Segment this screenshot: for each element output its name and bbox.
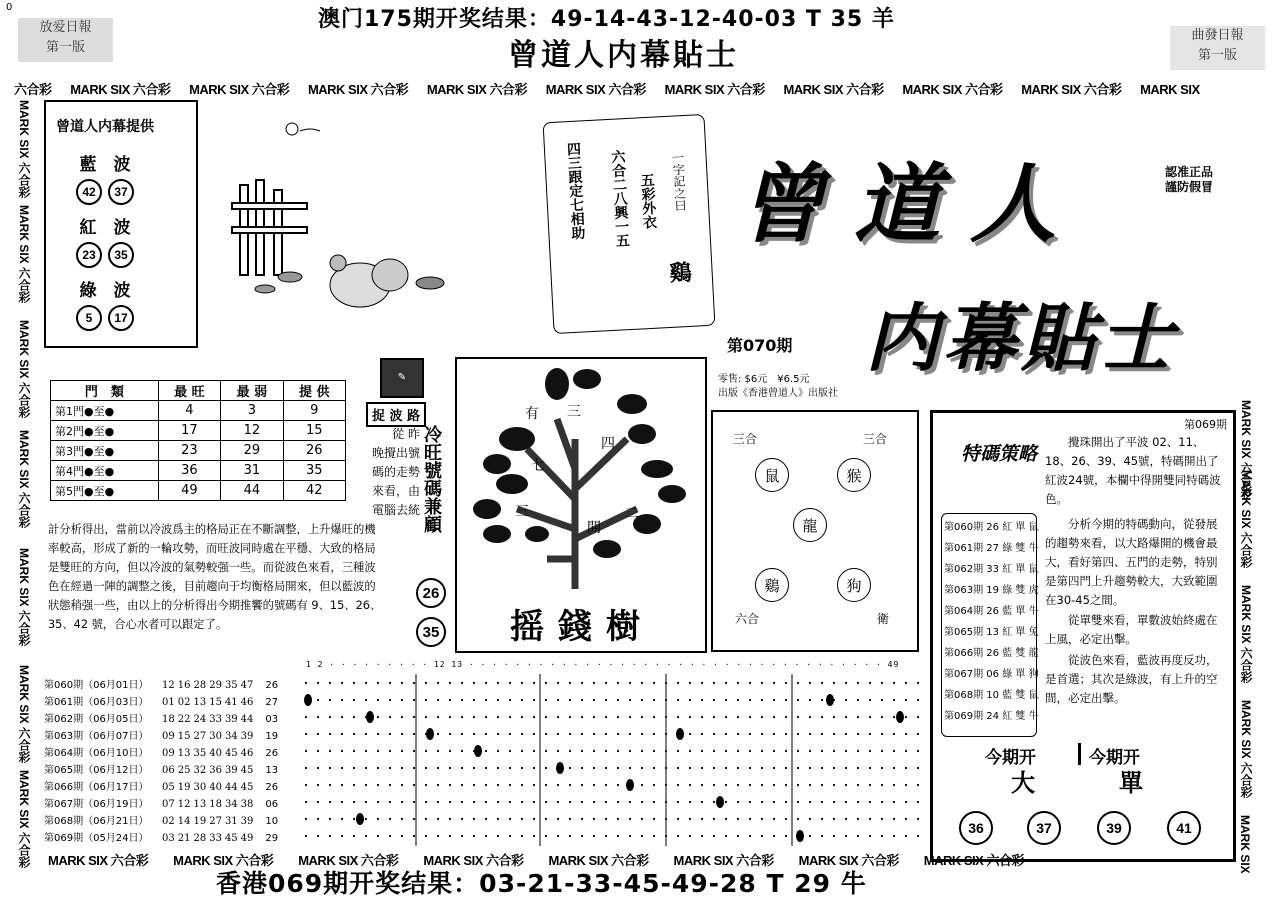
trend-grid (300, 674, 920, 848)
door-table (50, 380, 346, 501)
left-side-mark: MARK SIX 六合彩 (17, 320, 31, 419)
left-side-mark: MARK SIX 六合彩 (17, 665, 31, 764)
logo-line2: 内幕貼士 (865, 296, 1177, 382)
list-item: 第060期 26 紅 單 鼠 (944, 522, 1039, 533)
wave-label: 紅 波 (79, 218, 131, 238)
catch-wave-intro: 從 昨 晚攪出號 碼的走勢 來看，由 電腦去統 (371, 427, 420, 517)
right-side-mark: MARK SIX 六合彩 (1239, 470, 1253, 569)
table-row: 第060期（06月01日） 12 16 28 29 35 47 26 (44, 680, 279, 691)
left-side-mark: MARK SIX 六合彩 (17, 100, 31, 199)
table-row: 第069期（05月24日） 03 21 28 33 45 49 29 (44, 833, 279, 844)
macau-result: 澳门175期开奖结果：49-14-43-12-40-03 T 35 羊 (318, 7, 895, 32)
special-issue: 第069期 (1184, 418, 1227, 431)
door-table-header: 提 供 (283, 381, 345, 401)
tree-label: 有 (525, 406, 539, 422)
wave-number: 42 (76, 179, 102, 205)
farm-illustration (220, 115, 450, 315)
cold-hot-number: 35 (416, 617, 446, 647)
history-table (44, 660, 924, 848)
zodiac-corner: 三合 (733, 432, 758, 446)
zodiac-animal: 鷄 (755, 568, 789, 602)
scroll-col: 一字記之曰 (670, 151, 688, 212)
publisher-label: 出版《香港曾道人》出版社 (718, 388, 838, 399)
zodiac-animal: 龍 (793, 508, 827, 542)
table-row: 第067期（06月19日） 07 12 13 18 34 38 06 (44, 799, 279, 810)
table-row: 第068期（06月21日） 02 14 19 27 31 39 10 (44, 816, 279, 827)
catch-wave-icon: ✎ (380, 358, 424, 398)
table-row: 第4門●至● 36 31 35 (51, 461, 346, 481)
open-parity-value: 單 (1119, 769, 1143, 797)
scroll-big-char: 鷄 (668, 259, 693, 287)
door-table-header: 最 旺 (158, 381, 220, 401)
table-row: 第066期（06月17日） 05 19 30 40 44 45 26 (44, 782, 279, 793)
catch-wave-body: 計分析得出，當前以冷波爲主的格局正在不斷調整，上升爆旺的機 率較高，形成了新的一輪攻勢，而旺波同時處在平穩、大致的格局 是雙旺的方向，但以冷波的氣勢較强一些。而從波色來看，三種波 色在經過一陣的調整之後，目前趨向于均衡格局開來，但以藍波的 狀態稍强一些，由以上的分析得出今期推饗的號碼有 9、15、26、 35、42 號，合心水者可以跟定了。 (48, 523, 382, 631)
zodiac-animal: 猴 (837, 458, 871, 492)
top-banner: 六合彩 MARK SIX 六合彩 MARK SIX 六合彩 MARK SIX 六合彩 MARK SIX 六合彩 MARK SIX 六合彩 MARK SIX 六合彩 MARK SIX 六合彩 MARK SIX 六合彩 MARK SIX 六合彩 MARK SIX (14, 82, 1200, 97)
special-para: 從單雙來看，單數波始終處在上風，必定出擊。 (1045, 613, 1218, 646)
left-side-mark: MARK SIX 六合彩 (17, 430, 31, 529)
zodiac-corner: 三合 (863, 432, 888, 446)
table-row: 第2門●至● 17 12 15 (51, 421, 346, 441)
special-history (941, 513, 1037, 737)
pick-number: 41 (1167, 811, 1201, 845)
wave-number: 37 (108, 179, 134, 205)
genuine-label: 認准正品 謹防假冒 (1165, 165, 1214, 194)
right-stamp: 曲發日報 第一版 (1170, 26, 1265, 70)
zodiac-box (711, 410, 919, 652)
list-item: 第061期 27 綠 雙 牛 (944, 543, 1039, 554)
tree-label: 七 (531, 458, 545, 474)
tree-caption: 摇錢樹 (510, 607, 654, 647)
cold-hot-number: 26 (416, 578, 446, 608)
list-item: 第062期 33 紅 單 鼠 (944, 564, 1039, 575)
cold-hot-title: 冷旺號碼兼顧 (421, 425, 442, 533)
tree-label: 三 (567, 404, 581, 420)
scroll-col: 六合二八興一五 (609, 149, 631, 248)
money-tree-box (455, 357, 707, 653)
catch-wave-badge: 捉 波 路 (366, 402, 426, 427)
special-para: 從波色來看，藍波再度反功，是首選；其次是綠波，有上升的空間，必定出擊。 (1045, 653, 1218, 705)
special-title: 特碼策略 (961, 443, 1038, 465)
scroll-box (543, 114, 716, 334)
list-item: 第067期 06 綠 單 狗 (944, 669, 1039, 680)
open-size-value: 大 (1011, 769, 1035, 797)
list-item: 第066期 26 藍 雙 龍 (944, 648, 1039, 659)
tree-label: 二 (625, 506, 639, 522)
list-item: 第069期 24 紅 雙 牛 (944, 711, 1039, 722)
wave-number: 5 (76, 305, 102, 331)
list-item: 第064期 26 藍 單 牛 (944, 606, 1039, 617)
corner-mark: 0 (6, 2, 13, 13)
left-side-mark: MARK SIX 六合彩 (17, 548, 31, 647)
bottom-banner: MARK SIX 六合彩 MARK SIX 六合彩 MARK SIX 六合彩 MARK SIX 六合彩 MARK SIX 六合彩 MARK SIX 六合彩 MARK SIX 六合彩 MARK SIX 六合彩 (48, 853, 1024, 868)
right-side-mark: MARK SIX 六合彩 (1239, 700, 1253, 799)
zodiac-animal: 鼠 (755, 458, 789, 492)
special-para: 攪珠開出了平波 02、11、18、26、39、45號，特碼開出了紅波24號，本欄中得開雙同特碼波色。 (1045, 435, 1221, 506)
open-parity-label: 今期开 (1089, 748, 1140, 768)
left-side-mark: MARK SIX 六合彩 (17, 770, 31, 869)
tree-label: 四 (601, 436, 615, 452)
special-para: 分析今期的特碼動向，從發展的趨勢來看，以大路爆開的機會最大，看好第四、五門的走勢，特别是第四門上升趨勢較大，大致範圍在30-45之間。 (1045, 517, 1218, 607)
open-divider (1078, 743, 1081, 765)
right-side-mark: MARK SIX 六合彩 (1239, 400, 1253, 499)
pick-number: 36 (959, 811, 993, 845)
wave-picks-box (44, 100, 198, 348)
list-item: 第065期 13 紅 單 兔 (944, 627, 1039, 638)
zodiac-corner: 衛 (877, 612, 890, 626)
wave-number: 35 (108, 242, 134, 268)
scroll-col: 四三跟定七相助 (564, 141, 586, 241)
wave-number: 17 (108, 305, 134, 331)
table-row: 第065期（06月12日） 06 25 32 36 39 45 13 (44, 765, 279, 776)
wave-label: 綠 波 (79, 281, 131, 301)
table-row: 第063期（06月07日） 09 15 27 30 34 39 19 (44, 731, 279, 742)
door-table-header: 門 類 (51, 381, 159, 401)
right-side-mark: MARK SIX (1238, 815, 1252, 874)
table-row: 第1門●至● 4 3 9 (51, 401, 346, 421)
tree-label: 開 (587, 520, 601, 536)
pick-number: 39 (1097, 811, 1131, 845)
list-item: 第068期 10 藍 雙 鼠 (944, 690, 1039, 701)
special-box (930, 410, 1236, 862)
issue-number: 第070期 (727, 336, 793, 355)
pick-number: 37 (1027, 811, 1061, 845)
hongkong-result: 香港069期开奖结果：03-21-33-45-49-28 T 29 牛 (216, 869, 867, 898)
tree-label: 三 (515, 504, 529, 520)
right-side-mark: MARK SIX 六合彩 (1239, 585, 1253, 684)
price-label: 零售: $6元 ¥6.5元 (718, 374, 810, 385)
column-numbers: 1 2 · · · · · · · · · 12 13 · · · · · · · · · · · · · · · · · · · · · · · · · · · · · · · · · · · · 49 (306, 660, 900, 669)
table-row: 第3門●至● 23 29 26 (51, 441, 346, 461)
list-item: 第063期 19 綠 雙 虎 (944, 585, 1039, 596)
door-table-header: 最 弱 (221, 381, 283, 401)
table-row: 第061期（06月03日） 01 02 13 15 41 46 27 (44, 697, 279, 708)
table-row: 第064期（06月10日） 09 13 35 40 45 46 26 (44, 748, 279, 759)
table-row: 第5門●至● 49 44 42 (51, 481, 346, 501)
page-subtitle: 曾道人内幕貼士 (508, 38, 739, 73)
wave-number: 23 (76, 242, 102, 268)
left-side-mark: MARK SIX 六合彩 (17, 205, 31, 304)
zodiac-corner: 六合 (735, 612, 760, 626)
wave-picks-title: 曾道人内幕提供 (56, 119, 154, 135)
left-stamp: 放爱日報 第一版 (18, 18, 113, 62)
logo-line1: 曾道人 (738, 154, 1086, 255)
scroll-col: 五彩外衣 (638, 172, 658, 230)
wave-label: 藍 波 (79, 155, 131, 175)
table-row: 第062期（06月05日） 18 22 24 33 39 44 03 (44, 714, 279, 725)
zodiac-animal: 狗 (837, 568, 871, 602)
open-size-label: 今期开 (985, 748, 1036, 768)
